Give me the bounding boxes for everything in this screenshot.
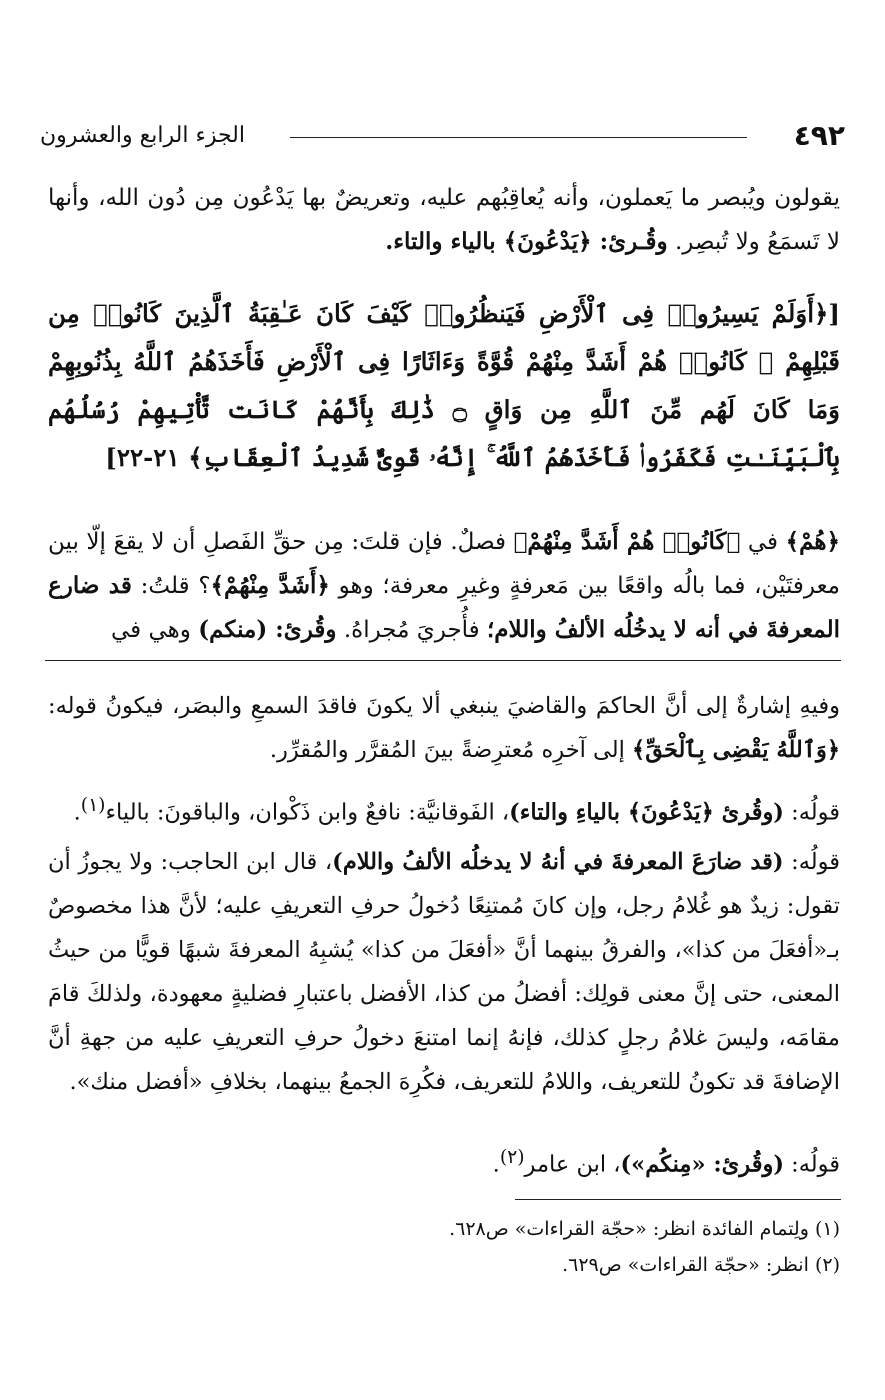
quoted-lemma: (وقُرئ ﴿يَدْعُونَ﴾ بالياءِ والتاء) [509, 799, 784, 826]
commentary-paragraph-3 [48, 840, 840, 1104]
text-run: يقولون ويُبصر ما يَعملون، وأنه يُعاقِبُهم عليه، وتعريضٌ بها يَدْعُون مِن دُون الله، وأنها لا تَسمَعُ ولا تُبصِر. [48, 185, 840, 255]
text-run: وقُـرئ: [591, 228, 668, 255]
text-run: فأُجريَ مُجراهُ. [336, 617, 487, 643]
quran-word: ﴿يَدْعُونَ﴾ [503, 228, 592, 255]
text-run: وهي في [111, 617, 199, 643]
text-run: ، قال ابن الحاجب: ولا يجوزُ أن تقول: زيدٌ هو غُلامُ رجل، وإن كانَ مُمتنِعًا دُخولُ حرفِ التعريفِ عليه؛ لأنَّ هذا مخصوصٌ بـ«أفعَلَ من كذا»، والفرقُ بينهما أنَّ «أفعَلَ من كذا» يُشبِهُ المعرفةَ شبهًا قويًّا من حيثُ المعنى، حتى إنَّ معنى قولِك: أفضلُ من كذا، الأفضل باعتبارِ فضليةٍ معهودة، ولذلكَ قامَ مقامَه، وليسَ غلامُ رجلٍ كذلك، فإنهُ إنما امتنعَ دخولُ حرفِ التعريفِ عليه من جهةِ أنَّ الإضافةَ قد تكونُ للتعريف، واللامُ للتعريف، فكُرِهَ الجمعُ بينهما، بخلافِ «أفضل منك». [48, 849, 840, 1095]
quran-phrase: ﴿وَٱللَّهُ يَقْضِى بِٱلْحَقِّ﴾ [632, 737, 840, 763]
footnote-number: (٢) [814, 1254, 840, 1276]
quoted-lemma: (قد ضارَعَ المعرفةَ في أنهُ لا يدخلُه الألفُ واللام) [332, 849, 784, 875]
text-run: ، الفَوقانيَّة: نافعٌ وابن ذَكْوان، والباقونَ: بالياء [105, 799, 510, 826]
quran-phrase: ﴿كَانُوا۟ هُمْ أَشَدَّ مِنْهُمْ﴾ [513, 528, 741, 555]
text-run: . [492, 1151, 500, 1178]
text-run: ، ابن عامر [524, 1151, 621, 1178]
commentary-paragraph-1 [48, 684, 840, 772]
main-text-separator [45, 660, 841, 661]
quran-verses: [﴿أَوَلَمْ يَسِيرُوا۟ فِى ٱلْأَرْضِ فَيَنظُرُوا۟ كَيْفَ كَانَ عَـٰقِبَةُ ٱلَّذِينَ كَانُوا۟ مِن قَبْلِهِمْ ۚ كَانُوا۟ هُمْ أَشَدَّ مِنْهُمْ قُوَّةً وَءَاثَارًا فِى ٱلْأَرْضِ فَأَخَذَهُمُ ٱللَّهُ بِذُنُوبِهِمْ وَمَا كَانَ لَهُم مِّنَ ٱللَّهِ مِن وَاقٍ ۝ ذَٰلِكَ بِأَنَّهُمْ كَانَت تَّأْتِيهِمْ رُسُلُهُم بِٱلْبَيِّنَـٰتِ فَكَفَرُوا۟ فَأَخَذَهُمُ ٱللَّهُ ۚ إِنَّهُۥ قَوِىٌّ شَدِيدُ ٱلْعِقَابِ﴾ [48, 299, 841, 472]
main-paragraph-1 [48, 176, 840, 264]
text-run: فصلٌ. فإن قلتَ: مِن حقِّ الفَصلِ أن لا يقعَ إلّا بين معرفتَيْن، فما بالُه واقعًا بين مَعرفةٍ وغيرِ معرفة؛ وهو [48, 529, 840, 599]
text-run: وقُرئ: (منكم) [198, 616, 337, 643]
text-run: قولُه: [783, 799, 840, 826]
footnote-separator [515, 1199, 841, 1200]
text-run: قولُه: [783, 849, 841, 875]
quran-phrase: ﴿أَشَدَّ مِنْهُمْ﴾ [210, 572, 330, 599]
footnote-marker: (٢) [499, 1147, 525, 1168]
running-title: الجزء الرابع والعشرون [40, 123, 245, 148]
commentary-paragraph-2 [48, 784, 840, 835]
main-paragraph-2 [48, 520, 840, 652]
commentary-paragraph-4 [48, 1136, 840, 1187]
page-number: ٤٩٢ [793, 119, 845, 152]
footnote-2 [48, 1248, 840, 1282]
text-run: قد ضارع المعرفةَ في أنه لا يدخُلُه الألفُ واللام؛ [48, 572, 840, 643]
footnote-marker: (١) [80, 795, 106, 816]
running-header [40, 118, 845, 158]
text-run: بالياء والتاء. [385, 228, 504, 255]
text-run: في [740, 529, 786, 555]
footnote-number: (١) [814, 1218, 840, 1240]
footnote-text: انظر: «حجّة القراءات» ص٦٢٩. [562, 1254, 809, 1276]
quran-word: ﴿هُمْ﴾ [785, 528, 840, 555]
text-run: وفيهِ إشارةٌ إلى أنَّ الحاكمَ والقاضيَ ينبغي ألا يكونَ فاقدَ السمعِ والبصَر، فيكونُ قوله: [48, 693, 840, 719]
quoted-lemma: (وقُرئ: «مِنكُم») [620, 1151, 784, 1178]
text-run: إلى آخرِه مُعترِضةً بينَ المُقرَّر والمُقرِّر. [269, 737, 633, 763]
quran-passage [48, 290, 840, 482]
text-run: . [73, 799, 81, 826]
footnote-text: ولِتمام الفائدة انظر: «حجّة القراءات» ص٦٢٨. [449, 1218, 809, 1240]
text-run: قولُه: [783, 1151, 840, 1178]
footnote-1 [48, 1212, 840, 1246]
text-run: ؟ قلتُ: [131, 573, 211, 599]
verse-reference: ٢١-٢٢] [105, 443, 180, 472]
header-rule [290, 137, 747, 138]
